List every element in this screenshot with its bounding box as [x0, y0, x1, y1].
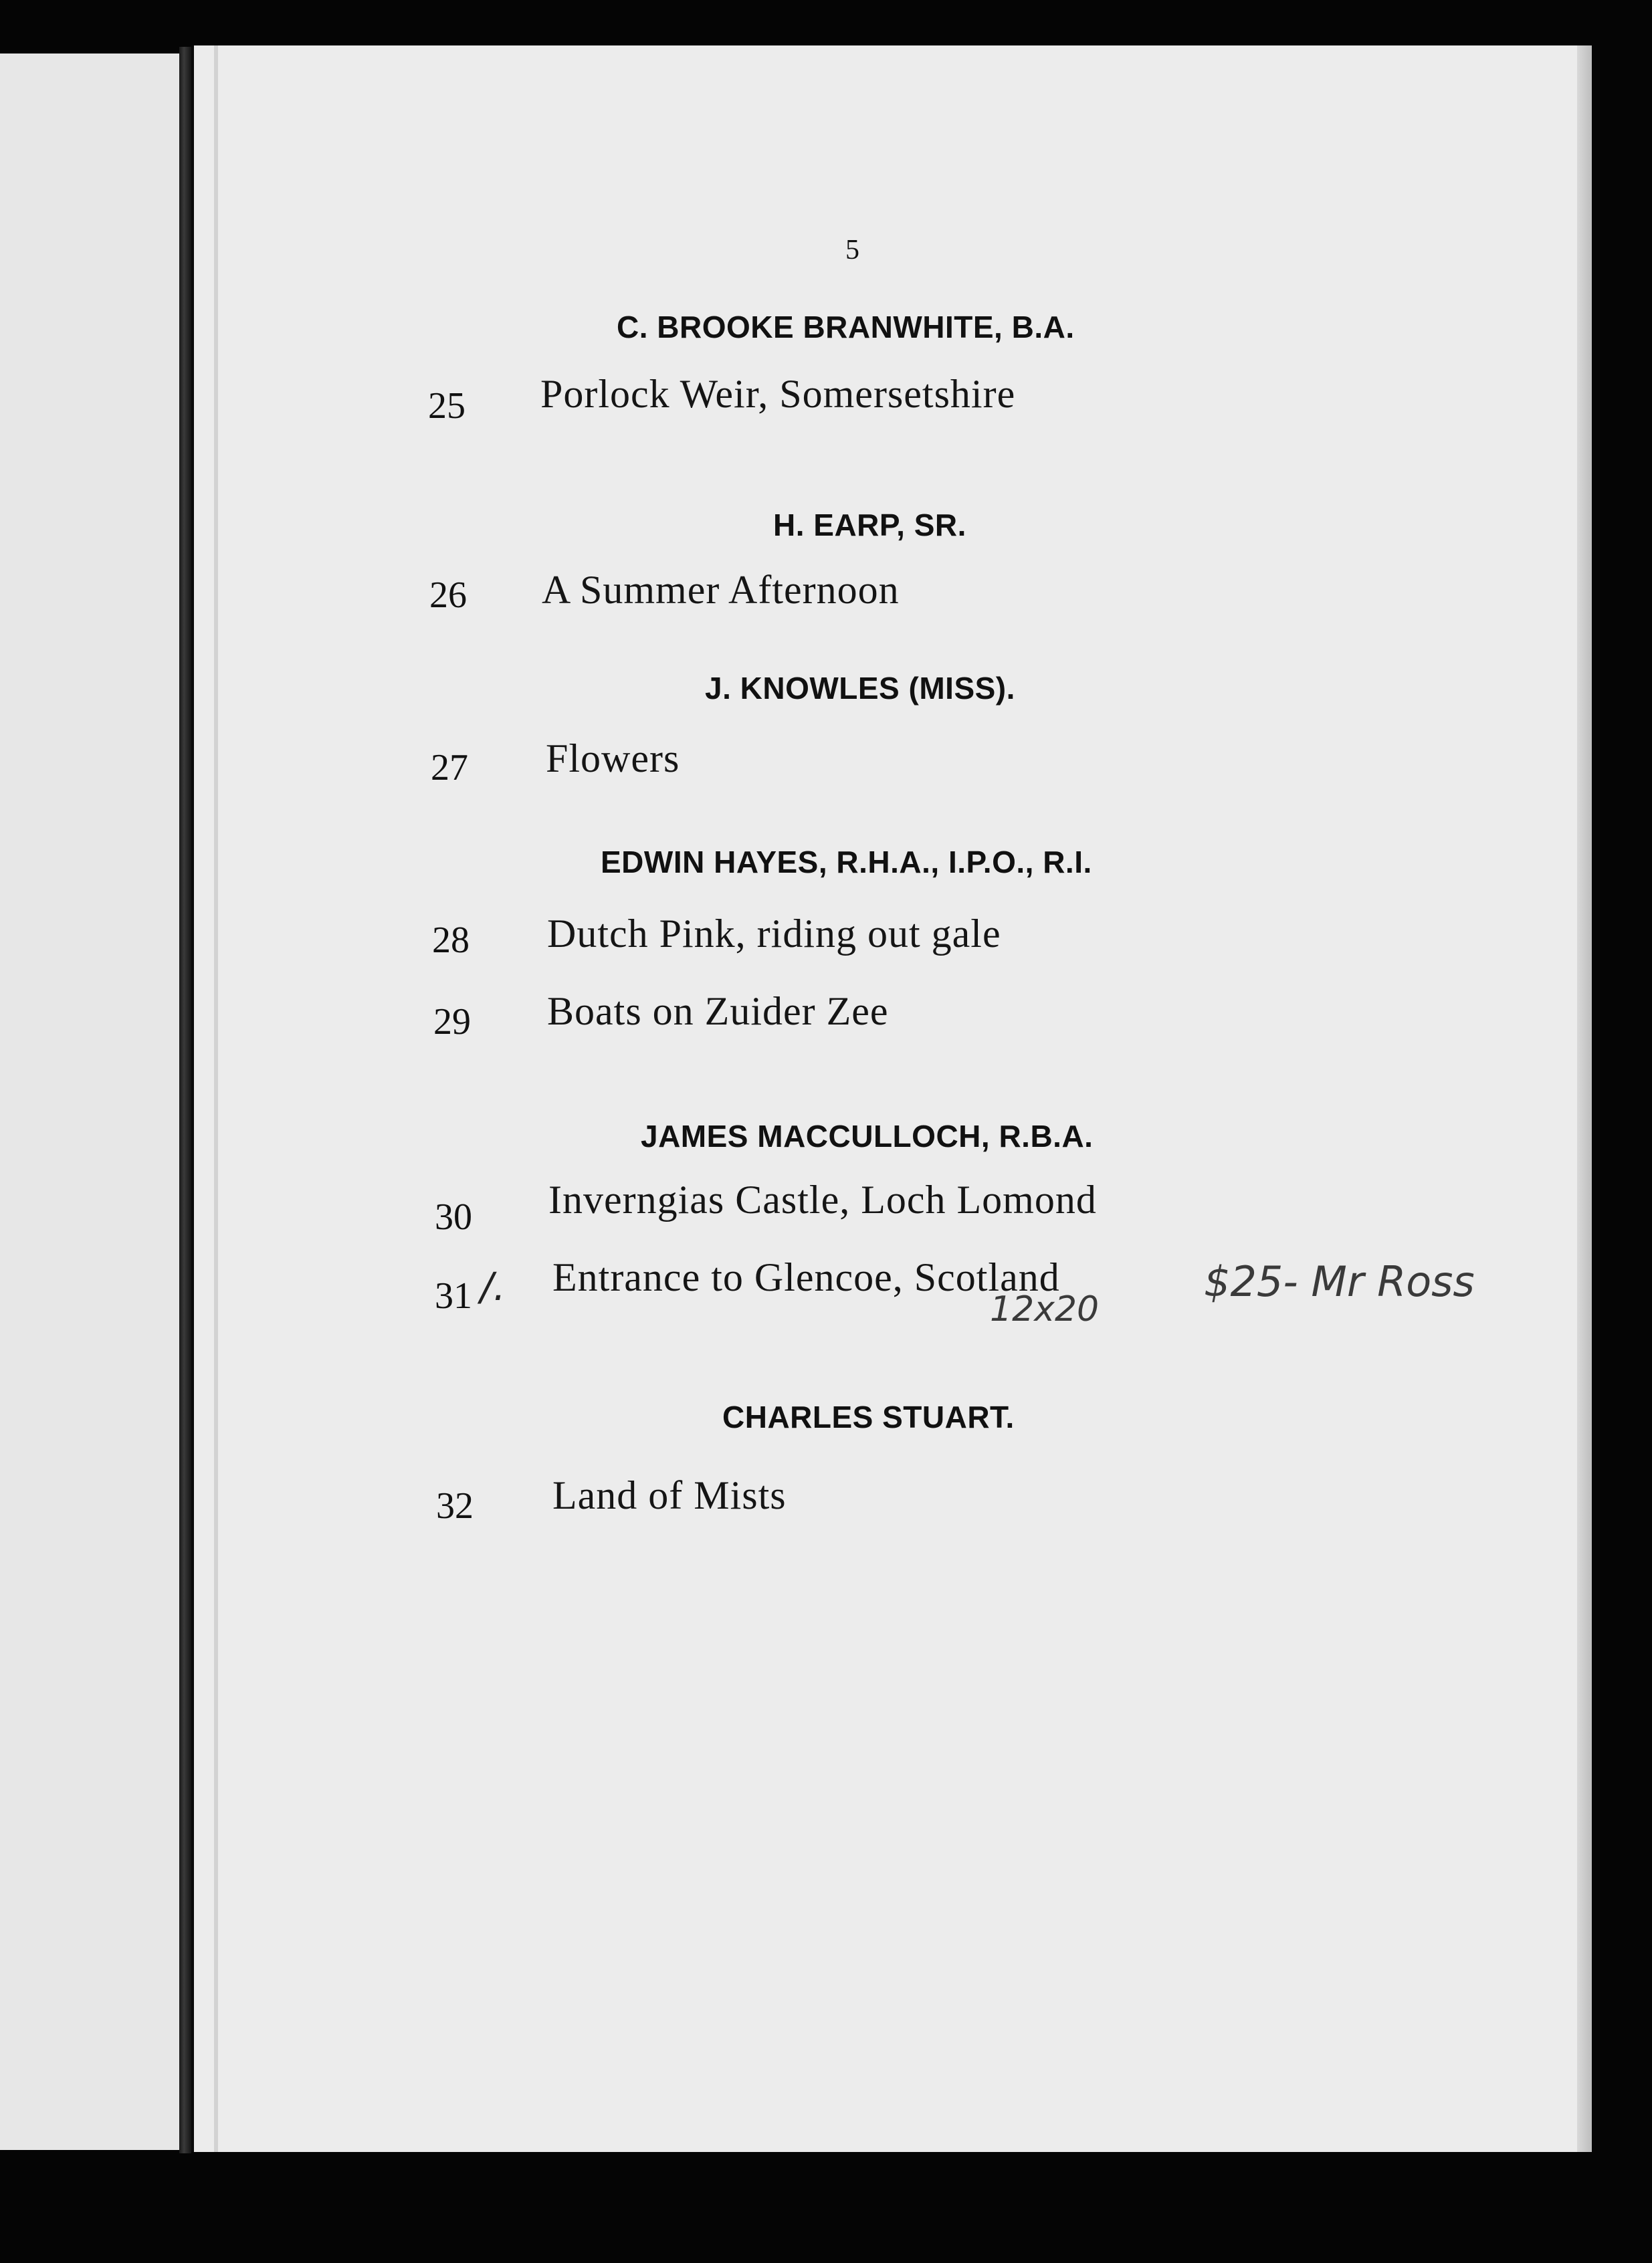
artwork-title: A Summer Afternoon	[542, 568, 900, 612]
artist-heading: C. BROOKE BRANWHITE, B.A.	[617, 310, 1075, 344]
artist-heading: H. EARP, SR.	[773, 508, 966, 542]
catalogue-number: 28	[432, 920, 470, 961]
artist-heading: J. KNOWLES (MISS).	[705, 671, 1015, 706]
page-number: 5	[845, 235, 859, 265]
artwork-title: Dutch Pink, riding out gale	[547, 911, 1001, 956]
artwork-title: Boats on Zuider Zee	[547, 989, 889, 1033]
handwritten-size-note: 12x20	[990, 1289, 1100, 1329]
handwritten-mark: /.	[480, 1264, 506, 1309]
catalogue-number: 27	[431, 747, 468, 788]
artist-heading: EDWIN HAYES, R.H.A., I.P.O., R.I.	[601, 845, 1092, 879]
artist-heading: JAMES MACCULLOCH, R.B.A.	[641, 1119, 1094, 1154]
catalogue-number: 29	[433, 1001, 471, 1043]
artwork-title: Flowers	[546, 736, 680, 780]
artwork-title: Entrance to Glencoe, Scotland	[552, 1255, 1060, 1299]
catalogue-number: 32	[436, 1485, 474, 1527]
catalogue-number: 30	[435, 1196, 472, 1238]
catalogue-number: 26	[429, 574, 467, 616]
handwritten-price-note: $25- Mr Ross	[1204, 1257, 1475, 1306]
catalogue-number: 25	[428, 385, 466, 427]
artwork-title: Land of Mists	[552, 1473, 787, 1517]
artwork-title: Inverngias Castle, Loch Lomond	[548, 1178, 1097, 1222]
catalogue-number: 31	[435, 1275, 472, 1317]
artist-heading: CHARLES STUART.	[722, 1400, 1015, 1434]
artwork-title: Porlock Weir, Somersetshire	[540, 372, 1016, 416]
